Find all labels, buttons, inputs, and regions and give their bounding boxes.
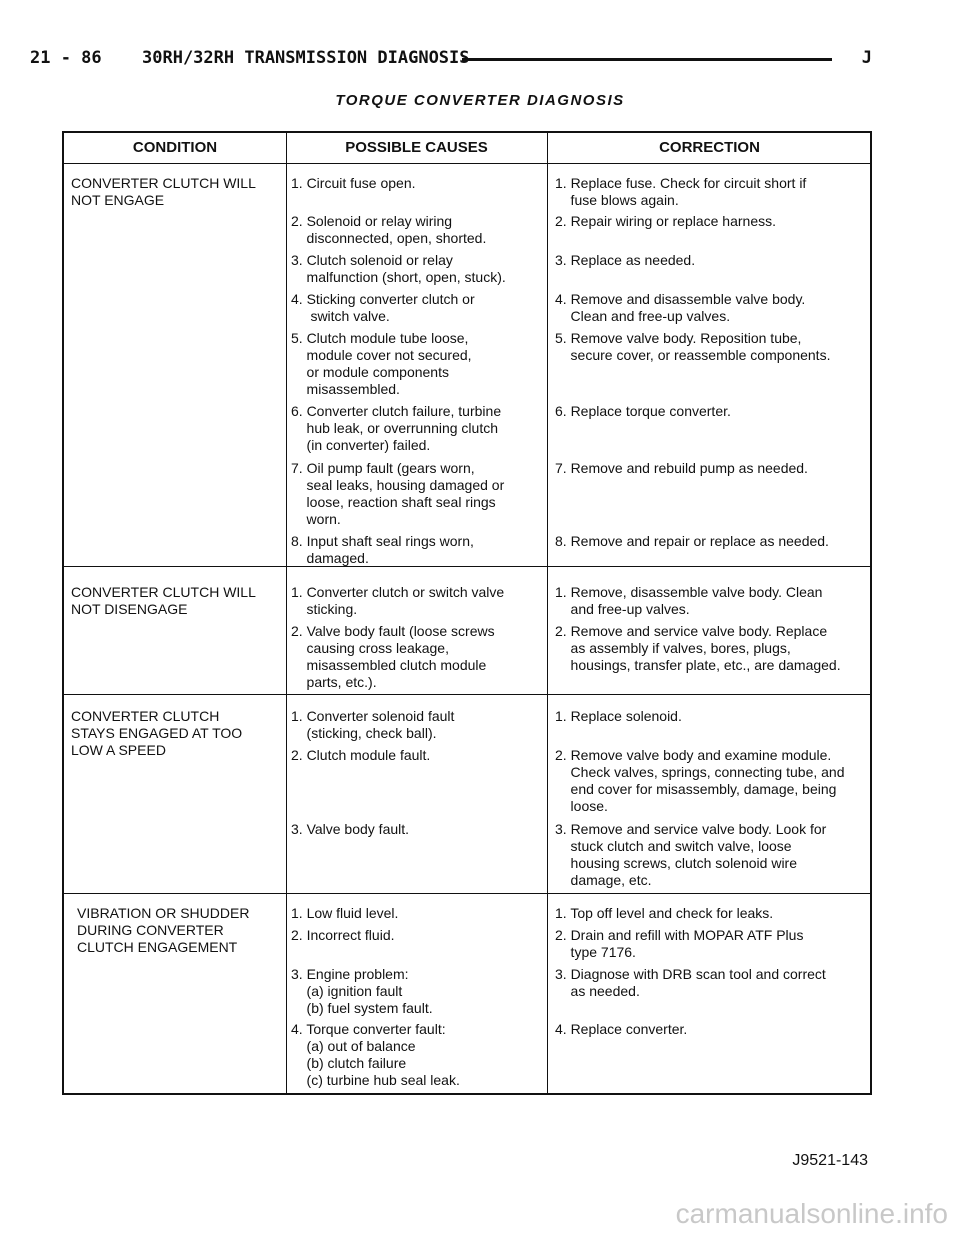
watermark: carmanualsonline.info (675, 1198, 948, 1229)
cause-cell: 2. Incorrect fluid. (291, 927, 395, 943)
cause-cell: 3. Valve body fault. (291, 821, 410, 837)
correction-cell: 1. Replace solenoid. (555, 708, 682, 724)
cause-cell: 4. Torque converter fault: (a) out of balance (b) clutch failure (c) turbine hub seal leak. (291, 1021, 460, 1088)
cause-cell: 4. Sticking converter clutch or switch valve. (291, 291, 475, 324)
column-divider (286, 133, 287, 1093)
cause-cell: 1. Converter clutch or switch valve sticking. (291, 584, 505, 617)
cause-cell: 2. Valve body fault (loose screws causing cross leakage, misassembled clutch module parts, etc.). (291, 623, 495, 690)
page-header (30, 46, 872, 74)
correction-cell: 4. Replace converter. (555, 1021, 688, 1037)
correction-cell: 2. Drain and refill with MOPAR ATF Plus type 7176. (555, 927, 804, 960)
correction-cell: 7. Remove and rebuild pump as needed. (555, 460, 808, 476)
column-header-correction: CORRECTION (659, 139, 760, 156)
row-divider (64, 694, 870, 695)
correction-cell: 5. Remove valve body. Reposition tube, secure cover, or reassemble components. (555, 330, 831, 363)
correction-cell: 1. Top off level and check for leaks. (555, 905, 774, 921)
cause-cell: 8. Input shaft seal rings worn, damaged. (291, 533, 474, 566)
condition-cell: CONVERTER CLUTCH STAYS ENGAGED AT TOO LOW A SPEED (71, 708, 243, 758)
correction-cell: 1. Replace fuse. Check for circuit short if fuse blows again. (555, 175, 807, 208)
header-divider (64, 163, 870, 164)
correction-cell: 2. Repair wiring or replace harness. (555, 213, 776, 229)
cause-cell: 6. Converter clutch failure, turbine hub leak, or overrunning clutch (in converter) failed. (291, 403, 502, 453)
correction-cell: 1. Remove, disassemble valve body. Clean and free-up valves. (555, 584, 823, 617)
correction-cell: 8. Remove and repair or replace as needed. (555, 533, 829, 549)
correction-cell: 2. Remove and service valve body. Replace as assembly if valves, bores, plugs, housings, transfer plate, etc., are damaged. (555, 623, 841, 673)
document-title: TORQUE CONVERTER DIAGNOSIS (335, 92, 625, 109)
diagnosis-table (62, 131, 872, 1095)
correction-cell: 3. Replace as needed. (555, 252, 696, 268)
cause-cell: 5. Clutch module tube loose, module cover not secured, or module components misassembled. (291, 330, 472, 397)
figure-code: J9521-143 (792, 1152, 868, 1169)
cause-cell: 1. Low fluid level. (291, 905, 399, 921)
correction-cell: 6. Replace torque converter. (555, 403, 731, 419)
correction-cell: 3. Remove and service valve body. Look for stuck clutch and switch valve, loose housing screws, clutch solenoid wire damage, etc. (555, 821, 827, 888)
cause-cell: 2. Solenoid or relay wiring disconnected, open, shorted. (291, 213, 487, 246)
cause-cell: 2. Clutch module fault. (291, 747, 431, 763)
correction-cell: 4. Remove and disassemble valve body. Clean and free-up valves. (555, 291, 806, 324)
correction-cell: 3. Diagnose with DRB scan tool and correct as needed. (555, 966, 826, 999)
correction-cell: 2. Remove valve body and examine module. Check valves, springs, connecting tube, and end cover for misassembly, damage, being loose. (555, 747, 845, 814)
column-header-causes: POSSIBLE CAUSES (345, 139, 488, 156)
section-title: 30RH/32RH TRANSMISSION DIAGNOSIS (142, 48, 470, 68)
condition-cell: CONVERTER CLUTCH WILL NOT DISENGAGE (71, 584, 256, 617)
column-header-condition: CONDITION (132, 139, 218, 156)
cause-cell: 7. Oil pump fault (gears worn, seal leaks, housing damaged or loose, reaction shaft seal rings worn. (291, 460, 505, 527)
header-letter: J (861, 48, 872, 68)
page-number: 21 - 86 (30, 48, 102, 68)
condition-cell: CONVERTER CLUTCH WILL NOT ENGAGE (71, 175, 256, 208)
cause-cell: 1. Converter solenoid fault (sticking, check ball). (291, 708, 455, 741)
cause-cell: 3. Clutch solenoid or relay malfunction (short, open, stuck). (291, 252, 506, 285)
row-divider (64, 893, 870, 894)
condition-cell: VIBRATION OR SHUDDER DURING CONVERTER CLUTCH ENGAGEMENT (77, 905, 250, 955)
header-rule (462, 58, 832, 61)
cause-cell: 1. Circuit fuse open. (291, 175, 416, 191)
cause-cell: 3. Engine problem: (a) ignition fault (b) fuel system fault. (291, 966, 433, 1016)
column-divider (547, 133, 548, 1093)
